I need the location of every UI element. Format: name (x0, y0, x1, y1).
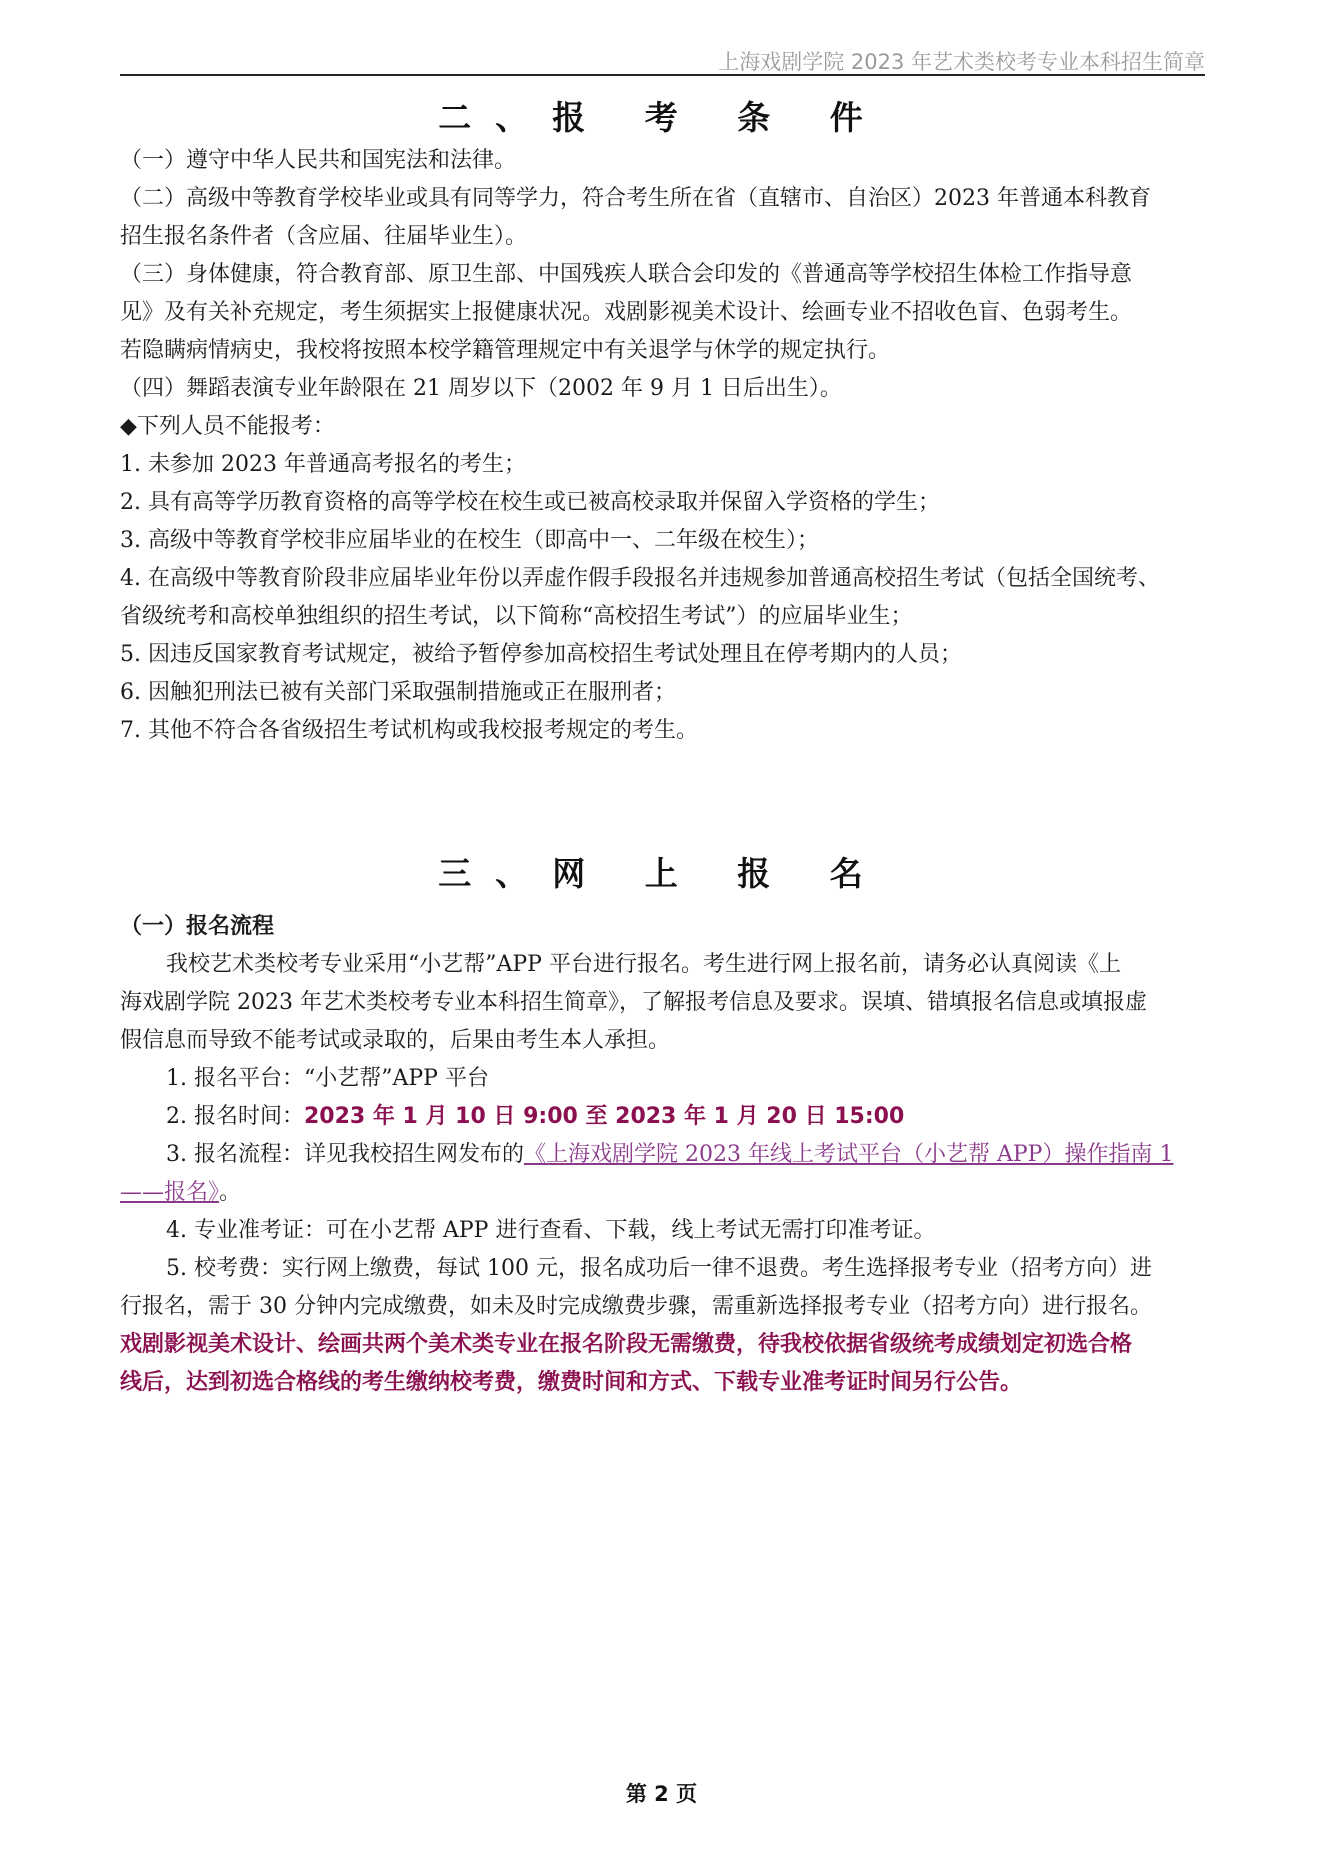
condition-line-2: （二）高级中等教育学校毕业或具有同等学力，符合考生所在省（直辖市、自治区）2023 年普通本科教育 (120, 186, 1151, 211)
exclusion-heading: ◆下列人员不能报考： (120, 414, 335, 439)
condition-line-1: （一）遵守中华人民共和国宪法和法律。 (120, 148, 517, 173)
fee-notice-line-2: 线后，达到初选合格线的考生缴纳校考费，缴费时间和方式、下载专业准考证时间另行公告。 (120, 1370, 1023, 1395)
exclusion-item-4a: 4. 在高级中等教育阶段非应届毕业年份以弄虚作假手段报名并违规参加普通高校招生考试（包括全国统考、 (120, 566, 1160, 591)
section-2-heading: 二、报 考 条 件 (438, 98, 887, 137)
exclusion-item-6: 6. 因触犯刑法已被有关部门采取强制措施或正在服刑者； (120, 680, 676, 705)
process-label: 3. 报名流程：详见我校招生网发布的 (166, 1142, 524, 1167)
section-3-heading: 三、网 上 报 名 (438, 854, 887, 893)
page-number: 第 2 页 (625, 1782, 698, 1806)
condition-line-5: 见》及有关补充规定，考生须据实上报健康状况。戏剧影视美术设计、绘画专业不招收色盲、色弱考生。 (120, 300, 1133, 325)
running-header: 上海戏剧学院 2023 年艺术类校考专业本科招生简章 (718, 50, 1205, 74)
exclusion-item-3: 3. 高级中等教育学校非应届毕业的在校生（即高中一、二年级在校生）； (120, 528, 819, 553)
condition-line-7: （四）舞蹈表演专业年龄限在 21 周岁以下（2002 年 9 月 1 日后出生）。 (120, 376, 842, 401)
fee-item-line-2: 行报名，需于 30 分钟内完成缴费，如未及时完成缴费步骤，需重新选择报考专业（招考方向）进行报名。 (120, 1294, 1152, 1319)
registration-time-value: 2023 年 1 月 10 日 9:00 至 2023 年 1 月 20 日 15:00 (303, 1104, 905, 1129)
condition-line-3: 招生报名条件者（含应届、往届毕业生）。 (120, 224, 528, 249)
fee-item-line-1: 5. 校考费：实行网上缴费，每试 100 元，报名成功后一律不退费。考生选择报考专业（招考方向）进 (166, 1256, 1152, 1281)
exclusion-item-1: 1. 未参加 2023 年普通高考报名的考生； (120, 452, 526, 477)
intro-line-3: 假信息而导致不能考试或录取的，后果由考生本人承担。 (120, 1028, 671, 1053)
intro-line-1: 我校艺术类校考专业采用“小艺帮”APP 平台进行报名。考生进行网上报名前，请务必认真阅读《上 (166, 952, 1121, 977)
intro-line-2: 海戏剧学院 2023 年艺术类校考专业本科招生简章》，了解报考信息及要求。误填、错填报名信息或填报虚 (120, 990, 1147, 1015)
exclusion-item-4b: 省级统考和高校单独组织的招生考试，以下简称“高校招生考试”）的应届毕业生； (120, 604, 913, 629)
registration-time-label: 2. 报名时间： (166, 1104, 304, 1129)
admission-ticket-item: 4. 专业准考证：可在小艺帮 APP 进行查看、下载，线上考试无需打印准考证。 (166, 1218, 936, 1243)
exclusion-item-5: 5. 因违反国家教育考试规定，被给予暂停参加高校招生考试处理且在停考期内的人员； (120, 642, 962, 667)
condition-line-6: 若隐瞒病情病史，我校将按照本校学籍管理规定中有关退学与休学的规定执行。 (120, 338, 891, 363)
header-divider (120, 74, 1205, 76)
platform-item: 1. 报名平台：“小艺帮”APP 平台 (166, 1066, 489, 1091)
guide-link[interactable]: 《上海戏剧学院 2023 年线上考试平台（小艺帮 APP）操作指南 1 (524, 1142, 1174, 1167)
process-end: 。 (219, 1180, 242, 1205)
condition-line-4: （三）身体健康，符合教育部、原卫生部、中国残疾人联合会印发的《普通高等学校招生体检工作指导意 (120, 262, 1133, 287)
guide-link-cont[interactable]: ——报名》 (120, 1180, 220, 1205)
fee-notice-line-1: 戏剧影视美术设计、绘画共两个美术类专业在报名阶段无需缴费，待我校依据省级统考成绩划定初选合格 (120, 1332, 1133, 1357)
subsection-title: （一）报名流程 (120, 914, 275, 939)
exclusion-item-7: 7. 其他不符合各省级招生考试机构或我校报考规定的考生。 (120, 718, 698, 743)
exclusion-item-2: 2. 具有高等学历教育资格的高等学校在校生或已被高校录取并保留入学资格的学生； (120, 490, 940, 515)
